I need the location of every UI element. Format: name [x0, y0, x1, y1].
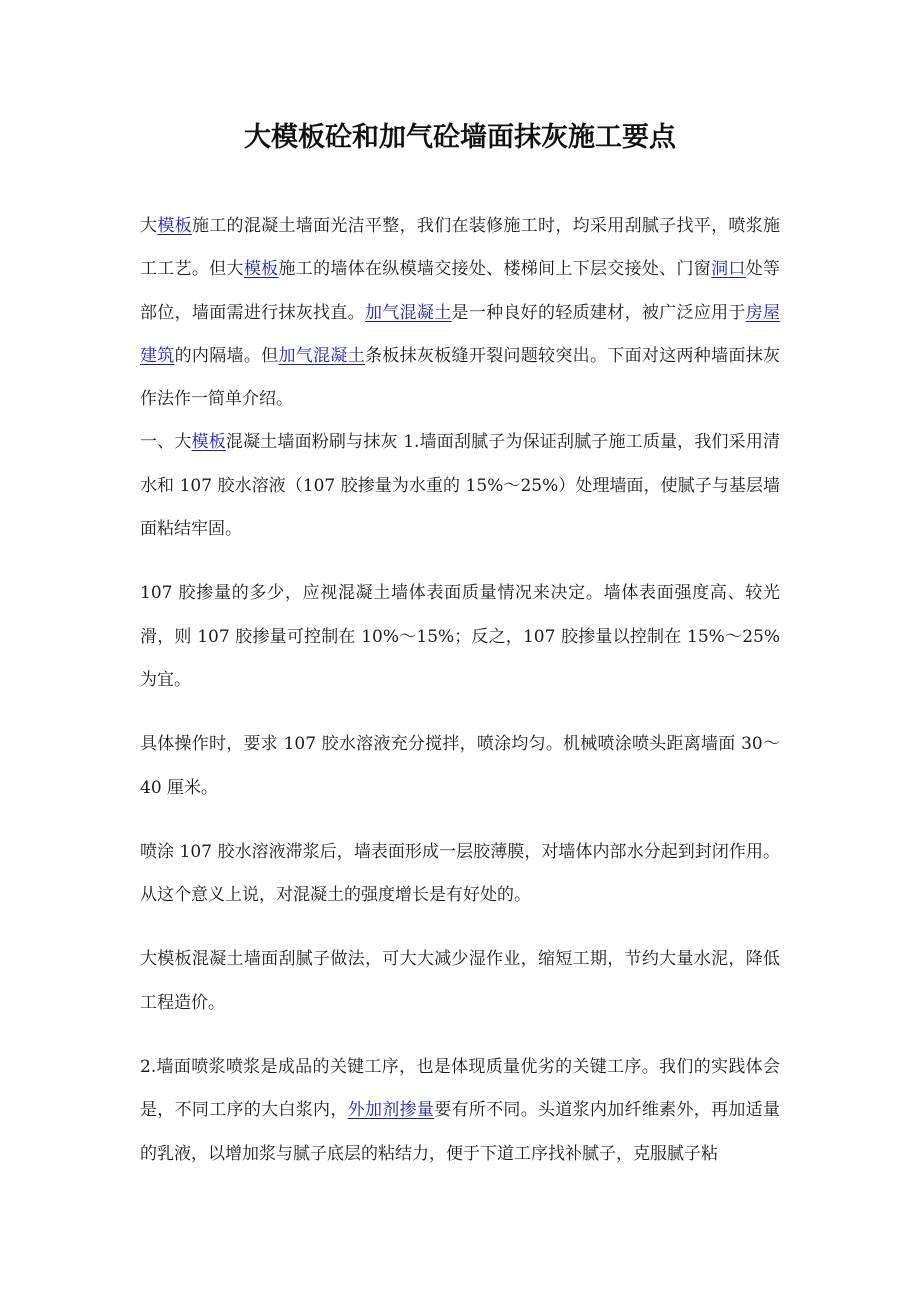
inline-link[interactable]: 洞口 — [711, 259, 746, 280]
paragraph — [140, 723, 780, 810]
paragraph-spacer — [140, 551, 780, 572]
paragraph-text: 107 胶掺量的多少，应视混凝土墙体表面质量情况来决定。墙体表面强度高、较光滑，则 107 胶掺量可控制在 10%～15%；反之，107 胶掺量以控制在 15%～25%为宜。 — [140, 583, 780, 690]
inline-link[interactable]: 加气混凝土 — [364, 302, 452, 323]
paragraph-text: 的内隔墙。但 — [174, 345, 279, 366]
inline-link[interactable]: 加气混凝土 — [278, 345, 365, 366]
paragraph-text: 施工的混凝土墙面光洁平整，我们在装修施工时，均采用刮腻子找平，喷浆施工工艺。但大 — [140, 216, 781, 280]
inline-link[interactable]: 模板 — [191, 432, 226, 453]
paragraph-spacer — [140, 1025, 780, 1046]
paragraph-text: 是一种良好的轻质建材，被广泛应用于 — [451, 302, 746, 323]
paragraph — [140, 572, 780, 702]
paragraph — [140, 938, 780, 1025]
inline-link[interactable]: 模板 — [243, 259, 279, 280]
paragraph — [140, 1046, 780, 1176]
paragraph-text: 一、大 — [140, 432, 192, 453]
paragraph-spacer — [140, 917, 780, 938]
paragraph-text: 大模板混凝土墙面刮腻子做法，可大大减少湿作业，缩短工期，节约大量水泥，降低工程造价。 — [140, 949, 780, 1013]
paragraph-text: 条板抹灰板缝开裂问题较突出。下面对这两种墙面抹灰作法作一简单介绍。 — [140, 345, 781, 410]
document-body — [140, 205, 780, 1176]
paragraph-text: 混凝土墙面粉刷与抹灰 1.墙面刮腻子为保证刮腻子施工质量，我们采用清水和 107 胶水溶液（107 胶掺量为水重的 15%～25%）处理墙面，使腻子与基层墙面粘结牢固。 — [140, 432, 781, 540]
paragraph — [140, 205, 780, 421]
paragraph-text: 大 — [140, 216, 158, 236]
paragraph-spacer — [140, 810, 780, 831]
paragraph-text: 处等部位，墙面需进行抹灰找直。 — [140, 259, 781, 323]
document-title: 大模板砼和加气砼墙面抹灰施工要点 — [244, 122, 676, 153]
paragraph-text: 要有所不同。头道浆内加纤维素外，再加适量的乳液，以增加浆与腻子底层的粘结力，便于下道工序找补腻子，克服腻子粘 — [140, 1100, 781, 1164]
paragraph-text: 具体操作时，要求 107 胶水溶液充分搅拌，喷涂均匀。机械喷涂喷头距离墙面 30～40 厘米。 — [140, 734, 780, 798]
paragraph-text: 2.墙面喷浆喷浆是成品的关键工序，也是体现质量优劣的关键工序。我们的实践体会是，不同工序的大白浆内， — [140, 1057, 780, 1121]
paragraph — [140, 831, 780, 918]
paragraph-text: 喷涂 107 胶水溶液滞浆后，墙表面形成一层胶薄膜，对墙体内部水分起到封闭作用。从这个意义上说，对混凝土的强度增长是有好处的。 — [140, 841, 780, 906]
paragraph — [140, 421, 780, 551]
paragraph-spacer — [140, 702, 780, 723]
inline-link[interactable]: 外加剂掺量 — [347, 1100, 435, 1121]
inline-link[interactable]: 房屋建筑 — [140, 302, 781, 366]
inline-link[interactable]: 模板 — [157, 216, 192, 236]
paragraph-text: 施工的墙体在纵模墙交接处、楼梯间上下层交接处、门窗 — [278, 259, 712, 280]
